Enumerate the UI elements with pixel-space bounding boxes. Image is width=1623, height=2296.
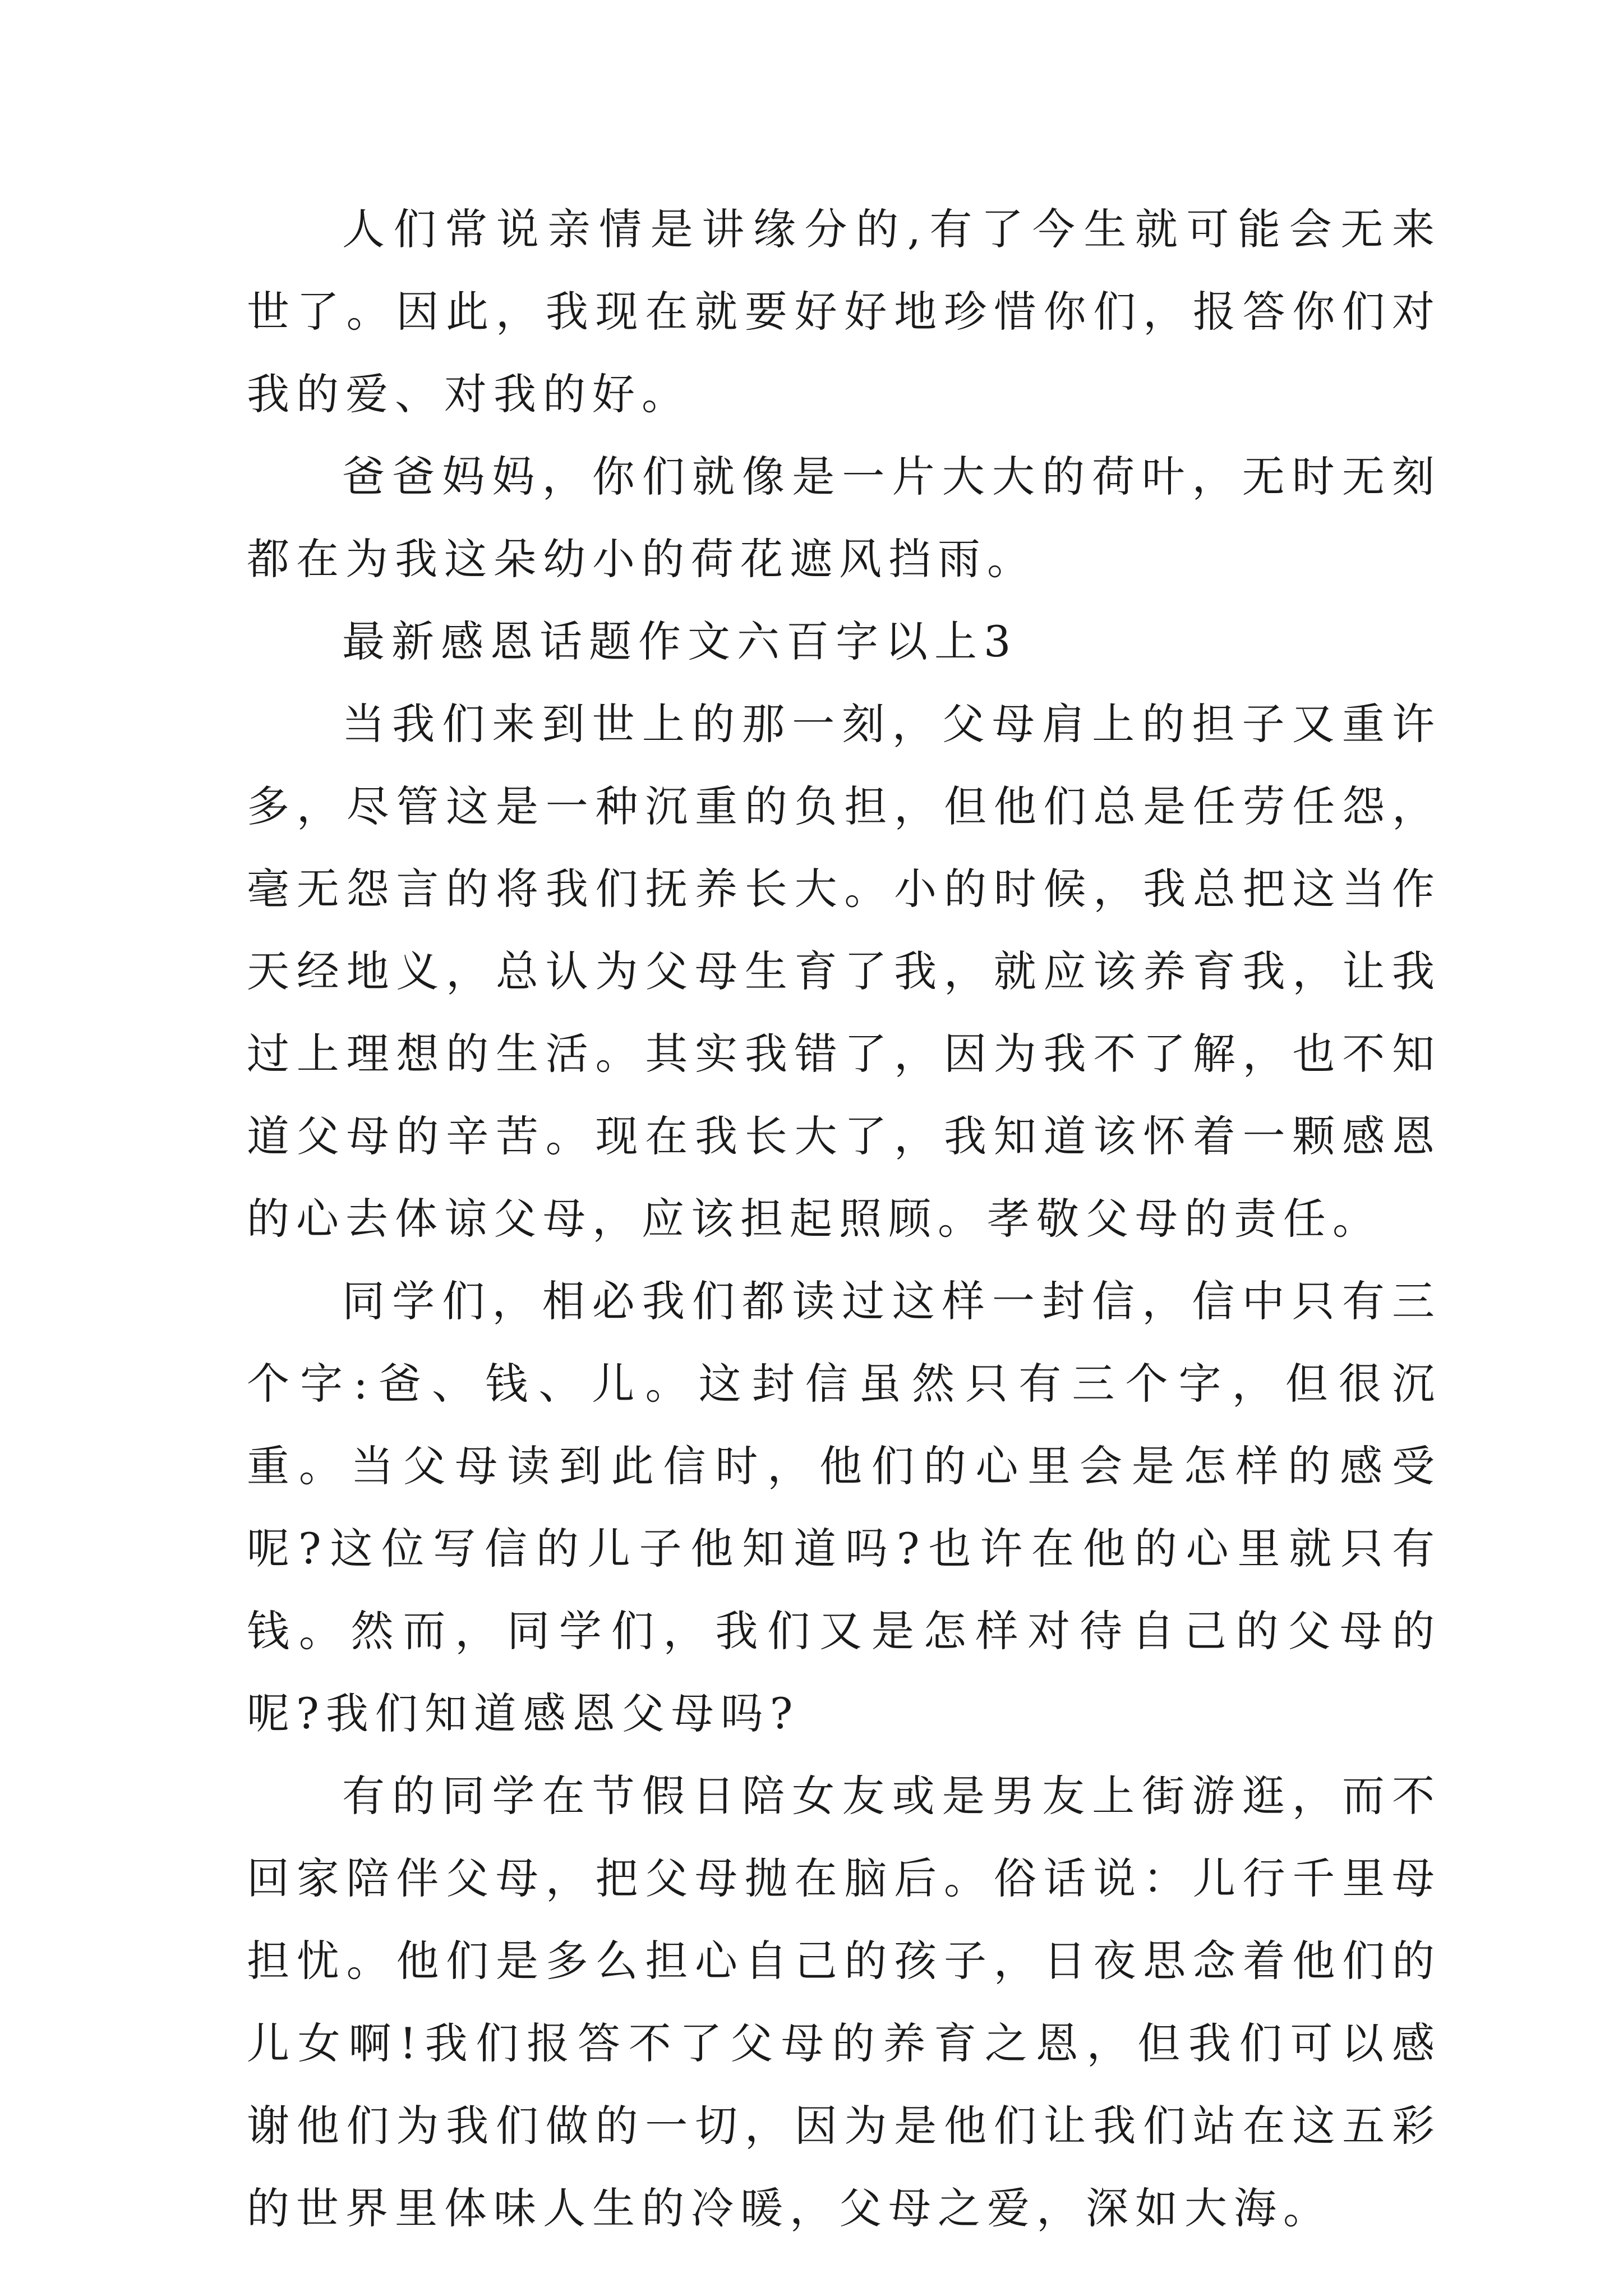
- paragraph-5: 有的同学在节假日陪女友或是男友上街游逛，而不回家陪伴父母，把父母抛在脑后。俗话说：儿行千里母担忧。他们是多么担心自己的孩子，日夜思念着他们的儿女啊!我们报答不了父母的养育之恩，但我们可以感谢他们为我们做的一切，因为是他们让我们站在这五彩的世界里体味人生的冷暖，父母之爱，深如大海。: [247, 1771, 1441, 2233]
- document-body: [247, 188, 1441, 2249]
- paragraph-1: 人们常说亲情是讲缘分的,有了今生就可能会无来世了。因此，我现在就要好好地珍惜你们，报答你们对我的爱、对我的好。: [247, 204, 1441, 419]
- section-heading: 最新感恩话题作文六百字以上3: [342, 616, 1018, 666]
- paragraph-2: 爸爸妈妈，你们就像是一片大大的荷叶，无时无刻都在为我这朵幼小的荷花遮风挡雨。: [247, 452, 1441, 584]
- paragraph-3: 当我们来到世上的那一刻，父母肩上的担子又重许多，尽管这是一种沉重的负担，但他们总是任劳任怨，毫无怨言的将我们抚养长大。小的时候，我总把这当作天经地义，总认为父母生育了我，就应该养育我，让我过上理想的生活。其实我错了，因为我不了解，也不知道父母的辛苦。现在我长大了，我知道该怀着一颗感恩的心去体谅父母，应该担起照顾。孝敬父母的责任。: [247, 699, 1441, 1244]
- paragraph-4: 同学们，相必我们都读过这样一封信，信中只有三个字:爸、钱、儿。这封信虽然只有三个字，但很沉重。当父母读到此信时，他们的心里会是怎样的感受呢?这位写信的儿子他知道吗?也许在他的心里就只有钱。然而，同学们，我们又是怎样对待自己的父母的呢?我们知道感恩父母吗?: [247, 1276, 1441, 1738]
